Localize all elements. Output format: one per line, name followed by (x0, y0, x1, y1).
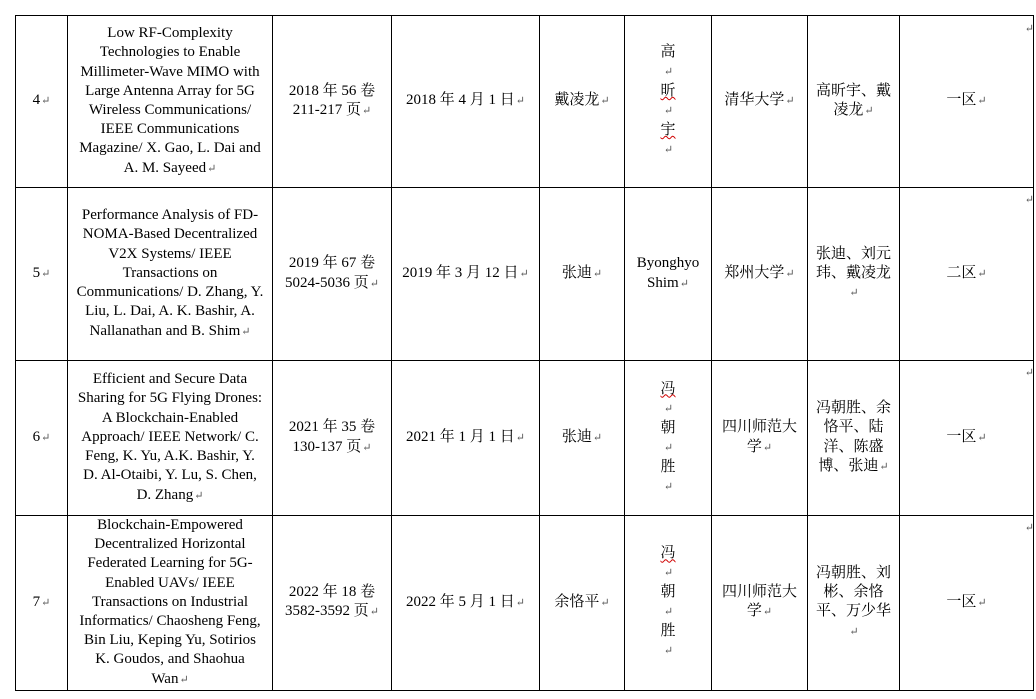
corresponding-author-cell: 冯↵ 朝↵ 胜↵ (625, 516, 712, 691)
zone-cell: 一区↵ (900, 16, 1034, 188)
row-end-mark: ↵ (1024, 367, 1034, 379)
corresponding-author-cell: 高↵ 昕↵ 宇↵ (625, 16, 712, 188)
members-cell: 冯朝胜、余恪平、陆洋、陈盛博、张迪↵ (808, 361, 900, 516)
volume-pages-cell: 2022 年 18 卷 3582-3592 页↵ (273, 516, 392, 691)
volume-pages-cell: 2021 年 35 卷 130-137 页↵ (273, 361, 392, 516)
row-number-cell: 4↵ (16, 16, 68, 188)
row-number-cell: 5↵ (16, 188, 68, 361)
volume-pages-cell: 2019 年 67 卷 5024-5036 页↵ (273, 188, 392, 361)
zone-cell: 一区↵ (900, 516, 1034, 691)
paper-title-cell: Low RF-Complexity Technologies to Enable Millimeter-Wave MIMO with Large Antenna Array for 5G Wireless Communications/ IEEE Communications Magazine/ X. Gao, L. Dai and A. M. Sayeed↵ (68, 16, 273, 188)
row-number-cell: 7↵ (16, 516, 68, 691)
row-end-mark: ↵ (1024, 194, 1034, 206)
unit-cell: 四川师范大学↵ (712, 516, 808, 691)
first-author-cell: 余恪平↵ (540, 516, 625, 691)
paper-title-cell: Efficient and Secure Data Sharing for 5G Flying Drones: A Blockchain-Enabled Approach/ IEEE Network/ C. Feng, K. Yu, A.K. Bashir, Y. D. Al-Otaibi, Y. Lu, S. Chen, D. Zhang↵ (68, 361, 273, 516)
members-cell: 张迪、刘元玮、戴凌龙↵ (808, 188, 900, 361)
row-number-cell: 6↵ (16, 361, 68, 516)
table-row (16, 361, 1034, 516)
members-cell: 冯朝胜、刘彬、余恪平、万少华↵ (808, 516, 900, 691)
unit-cell: 四川师范大学↵ (712, 361, 808, 516)
publish-date-cell: 2018 年 4 月 1 日↵ (392, 16, 540, 188)
corresponding-author-cell: 冯↵ 朝↵ 胜↵ (625, 361, 712, 516)
publish-date-cell: 2021 年 1 月 1 日↵ (392, 361, 540, 516)
table-row (16, 516, 1034, 691)
paper-title-cell: Blockchain-Empowered Decentralized Horizontal Federated Learning for 5G-Enabled UAVs/ IEEE Transactions on Industrial Informatics/ Chaosheng Feng, Bin Liu, Keping Yu, Sotirios K. Goudos, and Shaohua Wan↵ (68, 516, 273, 691)
paper-title-cell: Performance Analysis of FD-NOMA-Based Decentralized V2X Systems/ IEEE Transactions on Communications/ D. Zhang, Y. Liu, L. Dai, A. K. Bashir, A. Nallanathan and B. Shim↵ (68, 188, 273, 361)
corresponding-author-cell: Byonghyo Shim↵ (625, 188, 712, 361)
first-author-cell: 张迪↵ (540, 361, 625, 516)
row-end-mark: ↵ (1024, 23, 1034, 35)
first-author-cell: 戴凌龙↵ (540, 16, 625, 188)
publish-date-cell: 2022 年 5 月 1 日↵ (392, 516, 540, 691)
row-end-mark: ↵ (1024, 522, 1034, 534)
table-row (16, 16, 1034, 188)
zone-cell: 一区↵ (900, 361, 1034, 516)
unit-cell: 清华大学↵ (712, 16, 808, 188)
unit-cell: 郑州大学↵ (712, 188, 808, 361)
volume-pages-cell: 2018 年 56 卷 211-217 页↵ (273, 16, 392, 188)
members-cell: 高昕宇、戴凌龙↵ (808, 16, 900, 188)
first-author-cell: 张迪↵ (540, 188, 625, 361)
publish-date-cell: 2019 年 3 月 12 日↵ (392, 188, 540, 361)
zone-cell: 二区↵ (900, 188, 1034, 361)
papers-table (15, 15, 1034, 691)
table-row (16, 188, 1034, 361)
